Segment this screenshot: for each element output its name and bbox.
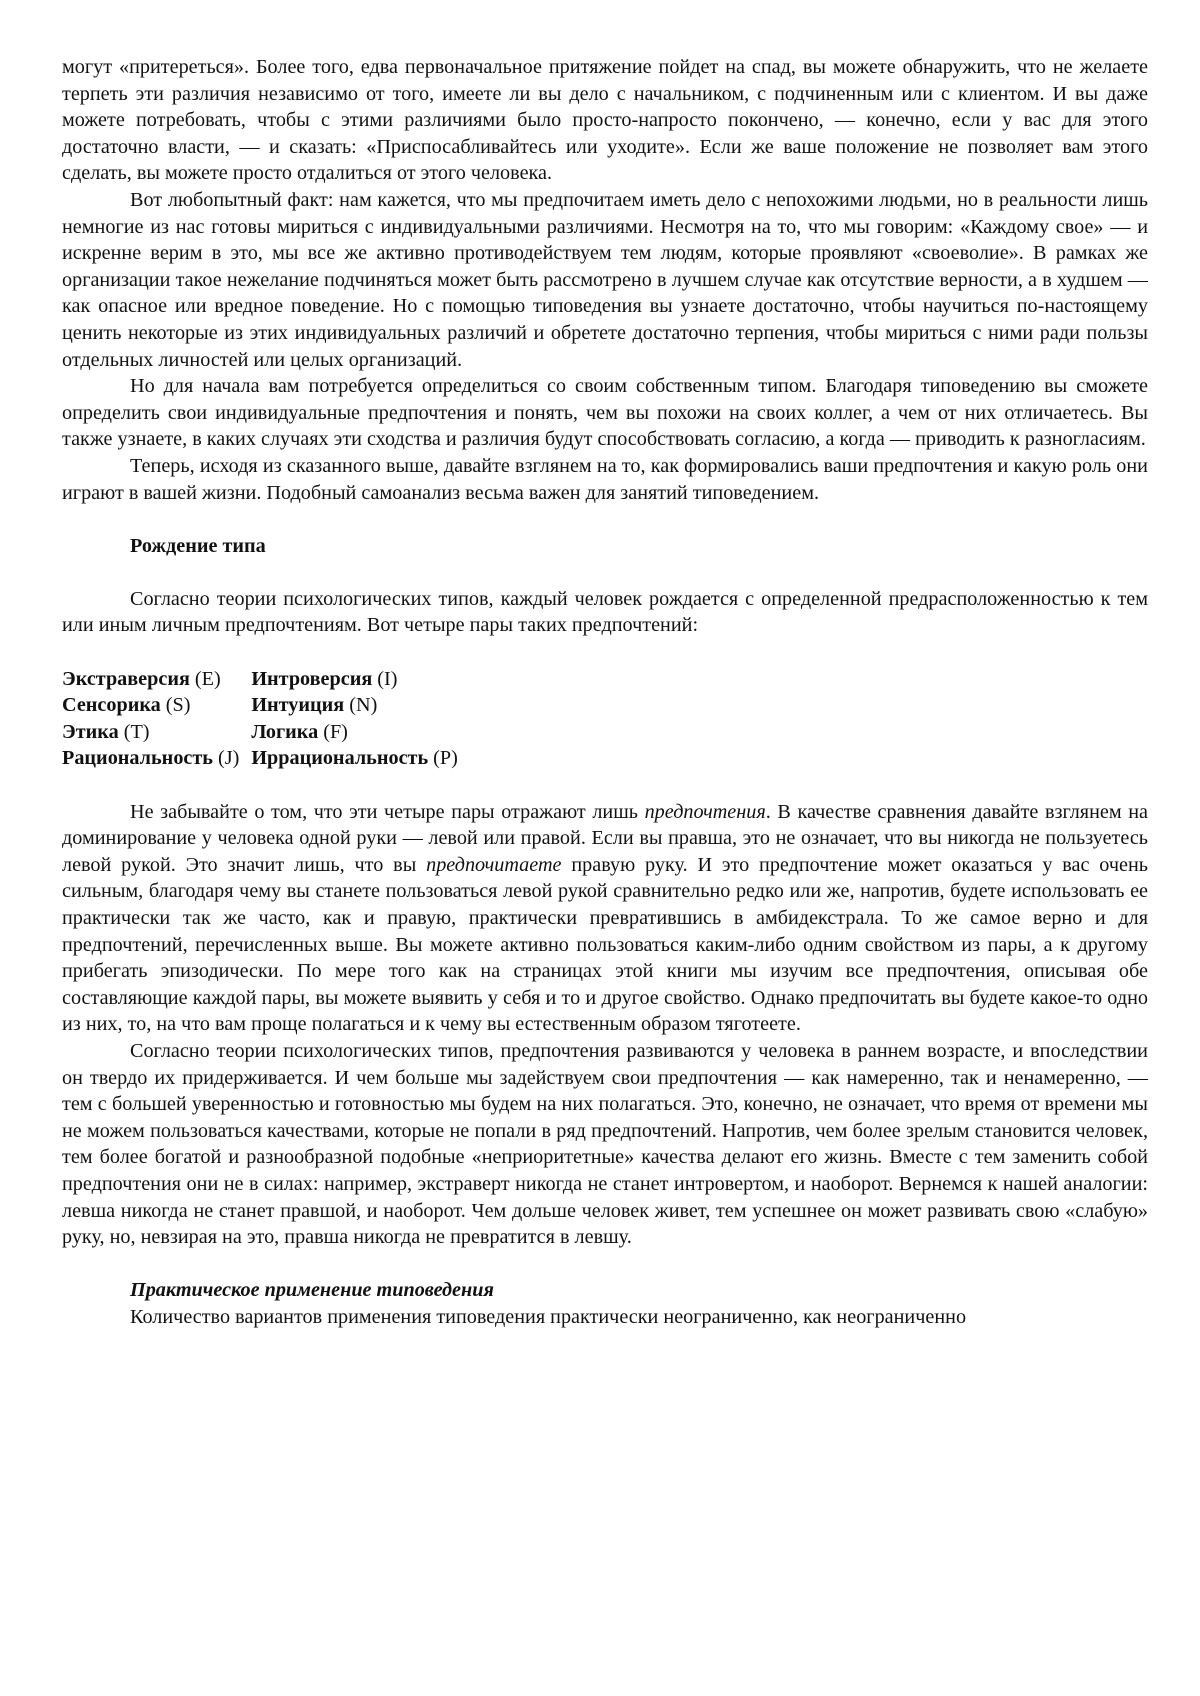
pair-left-code: (E) [194,667,221,690]
pair-left [62,745,251,772]
spacer [62,1251,1148,1278]
pair-right-code: (N) [349,694,378,717]
pair-row [62,692,470,719]
pair-right-term: Логика [251,720,319,743]
paragraph-birth: Согласно теории психологических типов, каждый человек рождается с определенной предрасположенностью к тем или иным личным предпочтениям. Вот четыре пары таких предпочтений: [62,587,1148,637]
pair-right-code: (P) [433,747,458,770]
pair-left [62,666,251,693]
pair-right-term: Интроверсия [251,667,373,690]
pair-right [251,745,470,772]
pair-left-term: Рациональность [62,747,213,770]
paragraph-self-analysis: Теперь, исходя из сказанного выше, давайте взглянем на то, как формировались ваши предпочтения и какую роль они играют в вашей жизни. Подобный самоанализ весьма важен для занятий типоведением. [62,454,1148,504]
pair-right [251,666,470,693]
text-run: Не забывайте о том, что эти четыре пары отражают лишь [130,800,645,823]
text-run: . В качестве сравнения давайте взглянем на доминирование у человека одной руки — левой или правой. Если вы правша, это не означает, что вы никогда не пользуетесь левой рукой. Это значит лишь, что вы [62,800,1148,876]
paragraph-curious-fact: Вот любопытный факт: нам кажется, что мы предпочитаем иметь дело с непохожими людьми, но в реальности лишь немногие из нас готовы мириться с индивидуальными различиями. Несмотря на то, что мы говорим: «Каждому свое» — и искренне верим в это, мы все же активно противодействуем тем людям, которые проявляют «своеволие». В рамках же организации такое нежелание подчиняться может быть рассмотрено в лучшем случае как отсутствие верности, а в худшем — как опасное или вредное поведение. Но с помощью типоведения вы узнаете достаточно, чтобы научиться по-настоящему ценить некоторые из этих индивидуальных различий и обретете достаточно терпения, чтобы мириться с ними ради пользы отдельных личностей или целых организаций. [62,188,1148,371]
pair-right [251,692,470,719]
pair-left-term: Этика [62,720,119,743]
pair-row [62,719,470,746]
spacer [62,772,1148,799]
pair-left-code: (T) [123,720,150,743]
preference-pairs-table [62,666,470,772]
spacer [62,639,1148,666]
emphasis-preferences: предпочтения [644,800,766,823]
paragraph-develop: Согласно теории психологических типов, предпочтения развиваются у человека в раннем возрасте, и впоследствии он твердо их придерживается. И чем больше мы задействуем свои предпочтения — как намеренно, так и ненамеренно, — тем с большей уверенностью и готовностью мы будем на них полагаться. Это, конечно, не означает, что время от времени мы не можем пользоваться качествами, которые не попали в ряд предпочтений. Напротив, чем более зрелым становится человек, тем более богатой и разнообразной подобные «неприоритетные» качества делают его жизнь. Вместе с тем заменить собой предпочтения они не в силах: например, экстраверт никогда не станет интровертом, и наоборот. Вернемся к нашей аналогии: левша никогда не станет правшой, и наоборот. Чем дольше человек живет, тем успешнее он может развивать свою «слабую» руку, но, невзирая на это, правша никогда не превратится в левшу. [62,1039,1148,1249]
pair-row [62,745,470,772]
pair-left-code: (J) [218,747,240,770]
section-heading-birth: Рождение типа [130,534,266,557]
pair-left [62,692,251,719]
pair-right [251,719,470,746]
pair-left-code: (S) [165,694,191,717]
pair-row [62,666,470,693]
pair-right-term: Иррациональность [251,747,429,770]
pair-right-code: (F) [323,720,348,743]
paragraph-own-type: Но для начала вам потребуется определиться со своим собственным типом. Благодаря типоведению вы сможете определить свои индивидуальные предпочтения и понять, чем вы похожи на своих коллег, а чем от них отличаетесь. Вы также узнаете, в каких случаях эти сходства и различия будут способствовать согласию, а когда — приводить к разногласиям. [62,375,1148,451]
text-run: правую руку. И это предпочтение может оказаться у вас очень сильным, благодаря чему вы станете пользоваться левой рукой сравнительно редко или же, напротив, будете использовать ее практически так же часто, как и правую, практически превратившись в амбидекстрала. То же самое верно и для предпочтений, перечисленных выше. Вы можете активно пользоваться каким-либо одним свойством из пары, а к другому прибегать эпизодически. По мере того как на страницах этой книги мы изучим все предпочтения, описывая обе составляющие каждой пары, вы можете выявить у себя и то и другое свойство. Однако предпочитать вы будете какое-то одно из них, то, на что вам проще полагаться и к чему вы естественным образом тяготеете. [62,853,1148,1036]
spacer [62,559,1148,586]
pair-left-term: Экстраверсия [62,667,190,690]
paragraph-practice: Количество вариантов применения типоведения практически неограниченно, как неограниченно [130,1305,967,1328]
emphasis-prefer: предпочитаете [426,853,562,876]
section-heading-practice: Практическое применение типоведения [130,1279,494,1302]
paragraph-continuation: могут «притереться». Более того, едва первоначальное притяжение пойдет на спад, вы можете обнаружить, что не желаете терпеть эти различия независимо от того, имеете ли вы дело с начальником, с подчиненным или с клиентом. И вы даже можете потребовать, чтобы с этими различиями было просто-напросто покончено, — конечно, если у вас для этого достаточно власти, — и сказать: «Приспосабливайтесь или уходите». Если же ваше положение не позволяет вам этого сделать, вы можете просто отдалиться от этого человека. [62,56,1148,185]
spacer [62,506,1148,533]
pair-left [62,719,251,746]
paragraph-hand-analogy [62,799,1148,1038]
pair-right-term: Интуиция [251,694,345,717]
pair-left-term: Сенсорика [62,694,161,717]
pair-right-code: (I) [377,667,398,690]
